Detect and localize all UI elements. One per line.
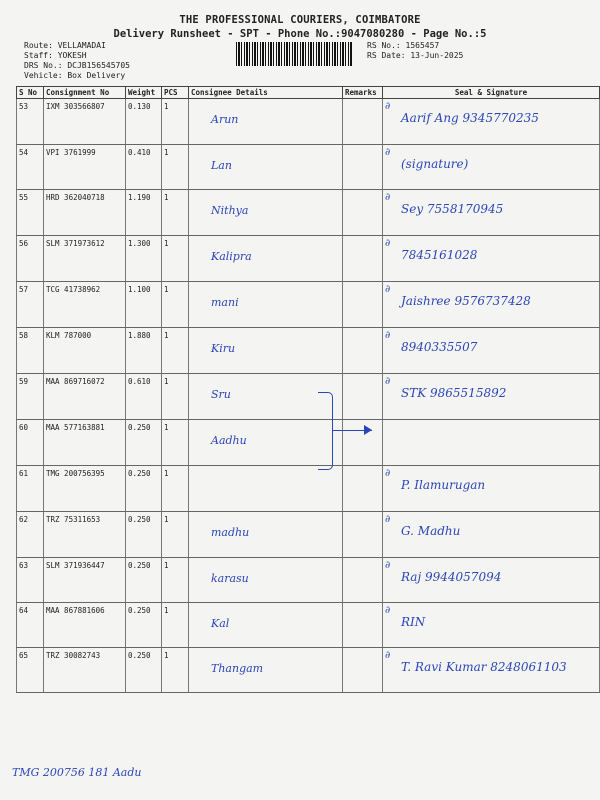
signature-handwriting: G. Madhu [401, 524, 461, 538]
cell-sno: 63 [17, 558, 44, 603]
cell-weight: 0.250 [126, 466, 162, 512]
cell-weight: 1.100 [126, 282, 162, 328]
meta-right [367, 41, 463, 61]
cell-pcs: 1 [162, 282, 189, 328]
cell-sno: 60 [17, 420, 44, 466]
cell-pcs: 1 [162, 236, 189, 282]
signature-mark: ∂ [385, 238, 391, 249]
cell-sno: 61 [17, 466, 44, 512]
consignee-handwriting: madhu [211, 526, 250, 539]
signature-handwriting: Raj 9944057094 [401, 570, 502, 584]
cell-remarks [343, 420, 383, 466]
cell-weight: 0.250 [126, 512, 162, 558]
cell-sno: 56 [17, 236, 44, 282]
cell-pcs: 1 [162, 190, 189, 236]
cell-remarks [343, 236, 383, 282]
consignee-handwriting: Kalipra [211, 250, 252, 263]
table-row [17, 99, 600, 145]
signature-mark: ∂ [385, 605, 391, 616]
cell-weight: 0.130 [126, 99, 162, 145]
cell-consignee [189, 466, 343, 512]
cell-pcs: 1 [162, 99, 189, 145]
cell-signature [383, 466, 600, 512]
cell-consignee [189, 512, 343, 558]
cell-remarks [343, 558, 383, 603]
cell-consignee [189, 145, 343, 190]
cell-remarks [343, 466, 383, 512]
cell-weight: 0.250 [126, 558, 162, 603]
col-consignee-header: Consignee Details [189, 87, 343, 99]
cell-signature [383, 648, 600, 693]
cell-remarks [343, 99, 383, 145]
cell-remarks [343, 328, 383, 374]
cell-remarks [343, 512, 383, 558]
cell-consignment: MAA 577163881 [44, 420, 126, 466]
cell-weight: 0.250 [126, 603, 162, 648]
cell-signature [383, 328, 600, 374]
cell-consignment: VPI 3761999 [44, 145, 126, 190]
runsheet-title: THE PROFESSIONAL COURIERS, COIMBATORE [179, 14, 421, 26]
cell-pcs: 1 [162, 466, 189, 512]
cell-consignment: HRD 362040718 [44, 190, 126, 236]
table-row [17, 236, 600, 282]
cell-pcs: 1 [162, 603, 189, 648]
cell-weight: 0.610 [126, 374, 162, 420]
consignee-handwriting: karasu [211, 572, 249, 585]
col-weight-header: Weight [126, 87, 162, 99]
table-row [17, 328, 600, 374]
vehicle-field: Vehicle: Box Delivery [24, 71, 126, 80]
consignee-handwriting: Lan [211, 159, 232, 172]
cell-consignment: TRZ 30082743 [44, 648, 126, 693]
signature-handwriting: 8940335507 [401, 340, 478, 354]
cell-sno: 58 [17, 328, 44, 374]
table-row [17, 420, 600, 466]
cell-consignee [189, 648, 343, 693]
signature-handwriting: RIN [401, 615, 426, 629]
cell-remarks [343, 374, 383, 420]
consignee-handwriting: mani [211, 296, 239, 309]
signature-mark: ∂ [385, 376, 391, 387]
table-row [17, 558, 600, 603]
signature-mark: ∂ [385, 284, 391, 295]
cell-pcs: 1 [162, 328, 189, 374]
runsheet-subtitle: Delivery Runsheet - SPT - Phone No.:9047080280 - Page No.:5 [113, 28, 487, 40]
cell-signature [383, 374, 600, 420]
consignee-handwriting: Sru [211, 388, 231, 401]
cell-consignment: MAA 869716072 [44, 374, 126, 420]
table-row [17, 190, 600, 236]
signature-mark: ∂ [385, 468, 391, 479]
signature-handwriting: Sey 7558170945 [401, 202, 504, 216]
signature-mark: ∂ [385, 650, 391, 661]
cell-signature [383, 236, 600, 282]
col-consignment-header: Consignment No [44, 87, 126, 99]
consignee-handwriting: Kal [211, 617, 230, 630]
cell-consignment: IXM 303566807 [44, 99, 126, 145]
cell-sno: 53 [17, 99, 44, 145]
cell-consignment: SLM 371936447 [44, 558, 126, 603]
cell-consignee [189, 603, 343, 648]
cell-pcs: 1 [162, 558, 189, 603]
cell-sno: 59 [17, 374, 44, 420]
cell-consignee [189, 282, 343, 328]
signature-handwriting: P. Ilamurugan [401, 478, 486, 492]
cell-sno: 55 [17, 190, 44, 236]
table-header-row [17, 87, 600, 99]
cell-sno: 57 [17, 282, 44, 328]
cell-consignment: KLM 787000 [44, 328, 126, 374]
cell-weight: 0.250 [126, 420, 162, 466]
col-remarks-header: Remarks [343, 87, 383, 99]
cell-pcs: 1 [162, 512, 189, 558]
signature-handwriting: Jaishree 9576737428 [401, 294, 531, 308]
staff-field: Staff: YOKESH [24, 51, 87, 60]
cell-signature [383, 512, 600, 558]
col-seal-header: Seal & Signature [383, 87, 600, 99]
cell-signature [383, 558, 600, 603]
meta-left [24, 41, 130, 81]
handwritten-footnote: TMG 200756 181 Aadu [12, 766, 142, 779]
signature-handwriting: Aarif Ang 9345770235 [401, 111, 539, 125]
cell-consignment: TRZ 75311653 [44, 512, 126, 558]
cell-signature [383, 99, 600, 145]
signature-mark: ∂ [385, 192, 391, 203]
handwritten-arrow-head [364, 425, 372, 435]
cell-consignee [189, 99, 343, 145]
rs-date-field: RS Date: 13-Jun-2025 [367, 51, 464, 60]
barcode-image [236, 42, 352, 66]
signature-mark: ∂ [385, 147, 391, 158]
cell-pcs: 1 [162, 374, 189, 420]
table-row [17, 512, 600, 558]
signature-handwriting: T. Ravi Kumar 8248061103 [401, 660, 567, 674]
table-row [17, 466, 600, 512]
signature-handwriting: (signature) [401, 157, 469, 171]
consignee-handwriting: Kiru [211, 342, 236, 355]
cell-pcs: 1 [162, 648, 189, 693]
signature-mark: ∂ [385, 560, 391, 571]
cell-remarks [343, 648, 383, 693]
drs-no-field: DRS No.: DCJB156545705 [24, 61, 130, 70]
cell-consignee [189, 236, 343, 282]
table-row [17, 145, 600, 190]
signature-handwriting: 7845161028 [401, 248, 478, 262]
consignee-handwriting: Aadhu [211, 434, 247, 447]
cell-consignee [189, 190, 343, 236]
signature-mark: ∂ [385, 514, 391, 525]
cell-signature [383, 282, 600, 328]
cell-sno: 54 [17, 145, 44, 190]
runsheet-table [16, 86, 600, 693]
col-pcs-header: PCS [162, 87, 189, 99]
cell-remarks [343, 603, 383, 648]
cell-consignment: TMG 200756395 [44, 466, 126, 512]
cell-sno: 65 [17, 648, 44, 693]
cell-weight: 0.410 [126, 145, 162, 190]
route-field: Route: VELLAMADAI [24, 41, 106, 50]
table-row [17, 648, 600, 693]
cell-weight: 0.250 [126, 648, 162, 693]
signature-mark: ∂ [385, 101, 391, 112]
signature-handwriting: STK 9865515892 [401, 386, 507, 400]
consignee-handwriting: Nithya [211, 204, 249, 217]
cell-signature [383, 603, 600, 648]
cell-consignee [189, 328, 343, 374]
table-row [17, 282, 600, 328]
cell-signature [383, 145, 600, 190]
cell-consignee [189, 558, 343, 603]
cell-weight: 1.190 [126, 190, 162, 236]
table-row [17, 603, 600, 648]
consignee-handwriting: Arun [211, 113, 239, 126]
cell-consignment: TCG 41738962 [44, 282, 126, 328]
cell-remarks [343, 145, 383, 190]
rs-no-field: RS No.: 1565457 [367, 41, 440, 50]
cell-signature [383, 420, 600, 466]
cell-signature [383, 190, 600, 236]
cell-remarks [343, 190, 383, 236]
consignee-handwriting: Thangam [211, 662, 264, 675]
cell-consignment: SLM 371973612 [44, 236, 126, 282]
cell-weight: 1.300 [126, 236, 162, 282]
cell-pcs: 1 [162, 420, 189, 466]
handwritten-bracket [318, 392, 333, 470]
cell-pcs: 1 [162, 145, 189, 190]
cell-consignment: MAA 867881606 [44, 603, 126, 648]
cell-remarks [343, 282, 383, 328]
cell-sno: 62 [17, 512, 44, 558]
signature-mark: ∂ [385, 330, 391, 341]
table-row [17, 374, 600, 420]
col-sno-header: S No [17, 87, 44, 99]
cell-sno: 64 [17, 603, 44, 648]
cell-weight: 1.880 [126, 328, 162, 374]
